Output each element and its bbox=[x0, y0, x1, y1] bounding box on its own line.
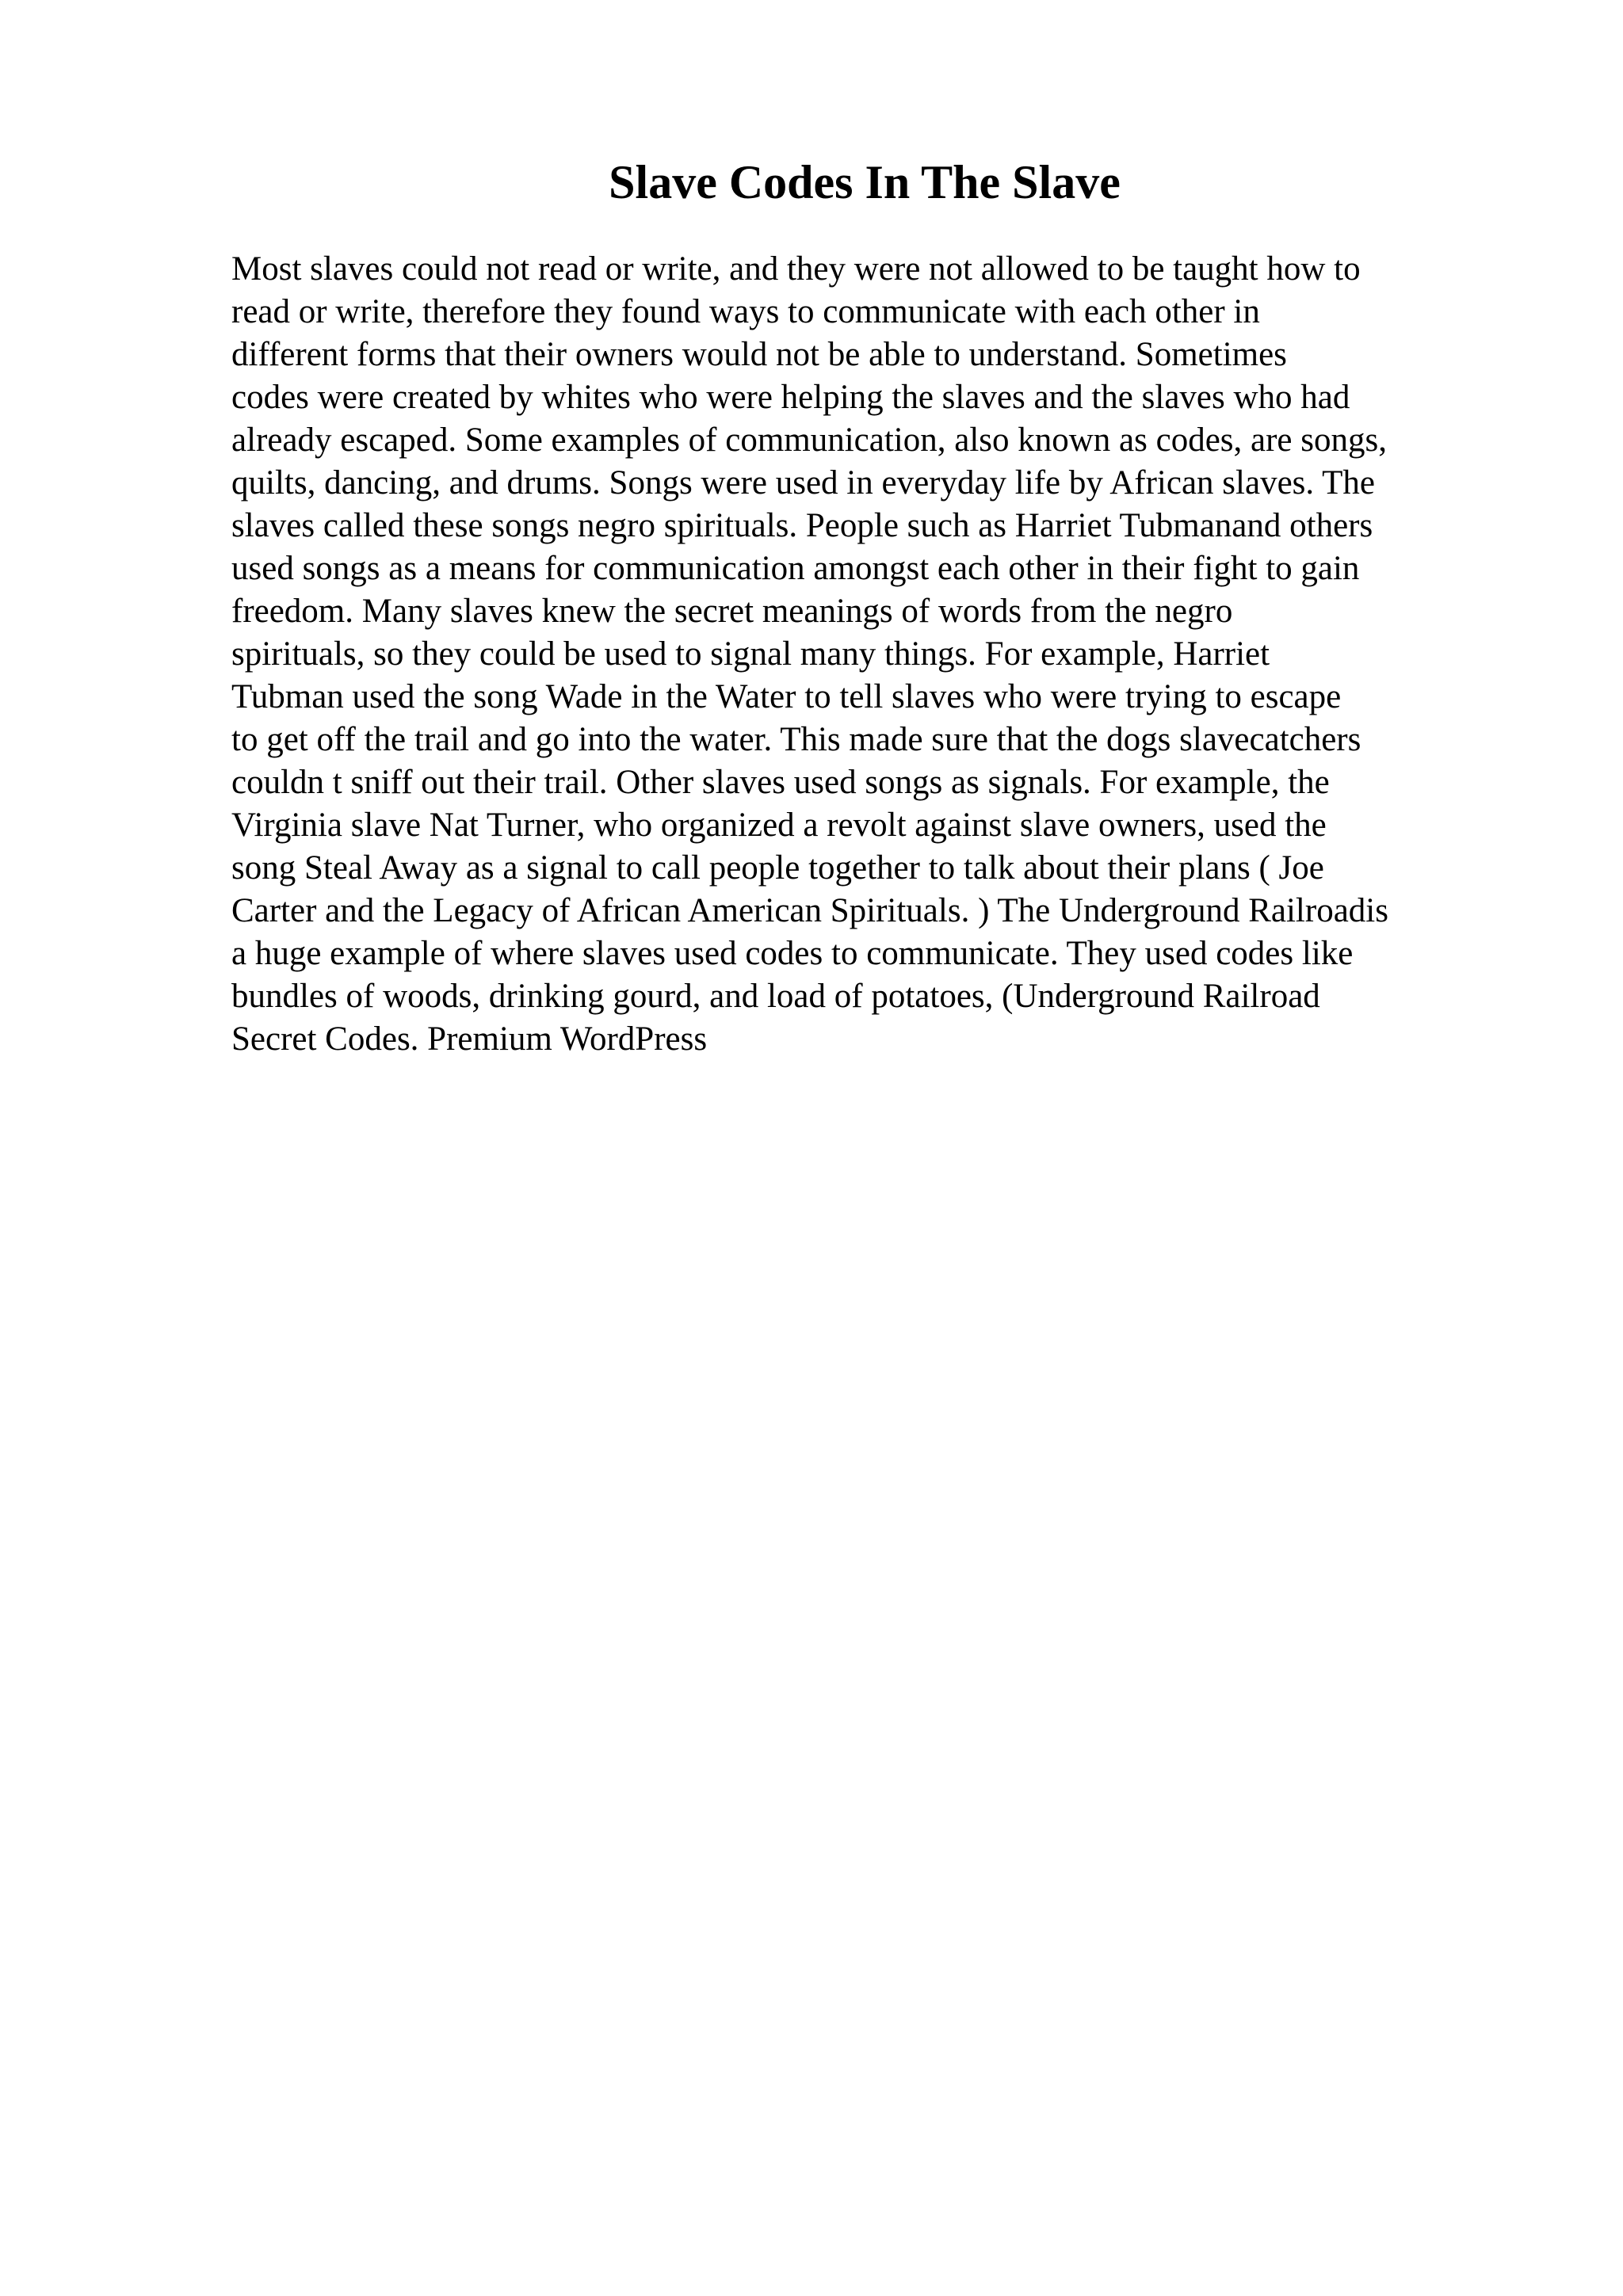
text-line: Tubman used the song Wade in the Water to tell slaves who were trying to escape bbox=[231, 678, 1342, 715]
text-line: read or write, therefore they found ways to communicate with each other in bbox=[231, 293, 1260, 330]
text-line: quilts, dancing, and drums. Songs were used in everyday life by African slaves. The bbox=[231, 464, 1375, 502]
text-line: slaves called these songs negro spirituals. People such as Harriet Tubmanand others bbox=[231, 507, 1373, 544]
page-title: Slave Codes In The Slave bbox=[609, 156, 1121, 208]
text-line: song Steal Away as a signal to call people together to talk about their plans ( Joe bbox=[231, 849, 1324, 887]
text-line: a huge example of where slaves used codes to communicate. They used codes like bbox=[231, 935, 1354, 972]
text-line: already escaped. Some examples of communication, also known as codes, are songs, bbox=[231, 421, 1387, 459]
text-line: freedom. Many slaves knew the secret meanings of words from the negro bbox=[231, 593, 1233, 630]
text-line: Virginia slave Nat Turner, who organized a revolt against slave owners, used the bbox=[231, 807, 1327, 844]
text-line: Secret Codes. Premium WordPress bbox=[231, 1020, 708, 1058]
text-line: codes were created by whites who were helping the slaves and the slaves who had bbox=[231, 379, 1350, 416]
text-line: to get off the trail and go into the water. This made sure that the dogs slavecatchers bbox=[231, 721, 1361, 758]
text-line: couldn t sniff out their trail. Other slaves used songs as signals. For example, the bbox=[231, 764, 1330, 801]
text-line: used songs as a means for communication amongst each other in their fight to gain bbox=[231, 550, 1360, 587]
body-paragraph bbox=[231, 248, 1515, 1061]
text-line: different forms that their owners would not be able to understand. Sometimes bbox=[231, 336, 1287, 373]
text-line: Carter and the Legacy of African American Spirituals. ) The Underground Railroadis bbox=[231, 892, 1388, 929]
text-line: Most slaves could not read or write, and they were not allowed to be taught how to bbox=[231, 250, 1361, 288]
text-line: spirituals, so they could be used to signal many things. For example, Harriet bbox=[231, 635, 1270, 673]
text-line: bundles of woods, drinking gourd, and load of potatoes, (Underground Railroad bbox=[231, 978, 1320, 1015]
